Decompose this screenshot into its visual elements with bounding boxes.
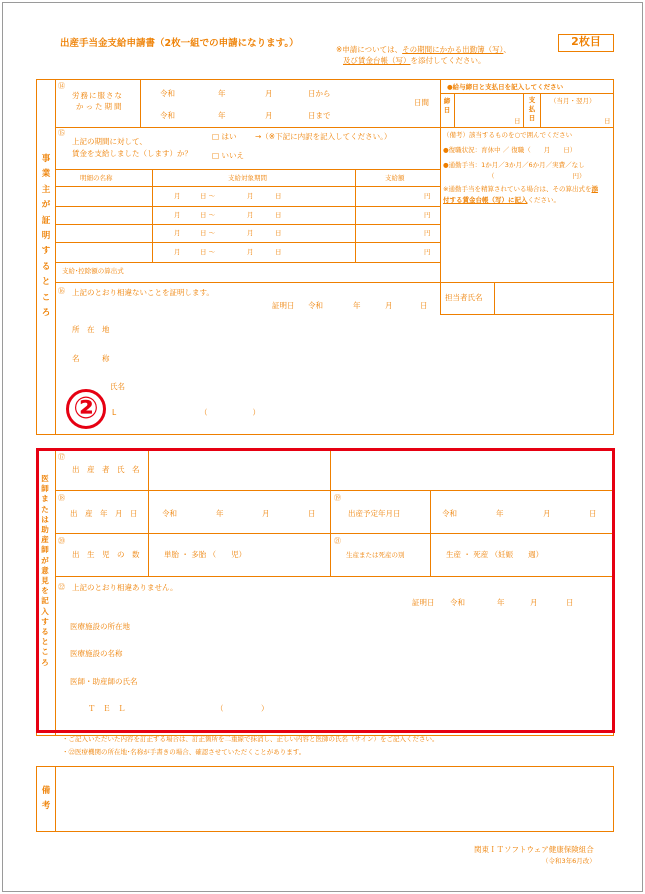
q14-label-line1: 労務に服さな (72, 91, 123, 100)
no-checkbox[interactable]: □ いいえ (212, 151, 244, 160)
highlight-frame (36, 448, 615, 733)
return-to-work-status: ●復職状況：育休中 ／ 復職（ 月 日） (443, 146, 577, 154)
mother-name-label: 出 産 者 氏 名 (72, 465, 140, 474)
formula-label: 支給･控除額の算出式 (62, 267, 124, 275)
sheet-number-tag: 2枚目 (558, 34, 614, 52)
col-amount: 支給額 (385, 174, 405, 182)
q15-line1: 上記の期間に対して、 (72, 137, 147, 146)
commute-note: ※通勤手当を精算されている場合は、その算出式を添 (443, 185, 598, 193)
day-to: 日まで (308, 111, 331, 120)
pay-day-label: 支払日 (528, 96, 536, 122)
q16-text: 上記のとおり相違ないことを証明します。 (72, 288, 214, 297)
organization-name: 関東ＩＴソフトウェア健康保険組合 (474, 845, 594, 854)
medical-side-label: 医師または助産師が意見を記入するところ (41, 474, 49, 667)
form-page: 出産手当金支給申請書（2枚一組での申請になります。） ※申請については、その期間にかかる出勤簿（写）、 及び賃金台帳（写）を添付してください。 2枚目 事業主が証明するところ ⑭ 労務に服さな かった期間 令和 年 月 日から 令和 年 月 日まで 日間 ●給与締日と支払日を記入してください 締日 日 支払日 （当月・翌月） 日 ⑮ 上記の期間に対して、 賃金を支給しました（します）か？ □ はい →（※下記に内訳を記入してください。） □ いいえ （備考）該当するものを○で囲んでください ●復職状況：育休中 ／ 復職（ 月 日） ●通勤手当：1か月／3か月／6か月／実費／なし （ 円） ※通勤手当を精算されている場合は、その算出式を添 付する賃金台帳（写）に記入ください。 明細の名称 支給対象期間 支給額 月 日 ～ 月 日 円 月 日 ～ 月 日 円 月 日 ～ 月 日 円 月 日 ～ 月 日 円 支給･控除額の算出式 ⑯ 上記のとおり相違ないことを証明します。 担当者氏名 証明日 令和 年 月 日 所 在 地 名 称 氏名 L （ ） ② 医師または助産師が意見を記入するところ ⑰ 出 産 者 氏 名 ⑱ 出 産 年 月 日 令和 年 月 日 ⑲ 出産予定年月日 令和 年 月 日 ⑳ 出 生 児 の 数 単胎 ・ 多胎 （ 児） ㉑ 生産または死産の別 生産 ・ 死産 （妊娠 週） ㉒ 上記のとおり相違ありません。 証明日 令和 年 月 日 医療施設の所在地 医療施設の名称 医師・助産師の氏名 Ｔ Ｅ Ｌ （ ） ・ご記入いただいた内容を訂正する場合は、訂正箇所を二重線で抹消し、正しい内容と医師の氏名（サイン）をご記入ください。 ・㉒医療機関の所在地･名称が手書きの場合、確認させていただくことがあります。 備考 関東ＩＴソフトウェア健康保険組合 （令和3年6月改） (0, 0, 645, 894)
q15-line2: 賃金を支給しました（します）か？ (72, 149, 192, 158)
pay-day-heading: ●給与締日と支払日を記入してください (447, 83, 564, 91)
footnote-1: ・ご記入いただいた内容を訂正する場合は、訂正箇所を二重線で抹消し、正しい内容と医師の氏名（サイン）をご記入ください。 (62, 735, 439, 743)
col-period: 支給対象期間 (228, 174, 267, 182)
pay-month-option: （当月・翌月） (550, 97, 596, 105)
day-from: 日から (308, 89, 331, 98)
birth-date-label: 出 産 年 月 日 (70, 509, 138, 518)
children-count-value: 単胎 ・ 多胎 （ 児） (164, 550, 247, 559)
remarks-box[interactable] (36, 766, 614, 832)
footnote-2: ・㉒医療機関の所在地･名称が手書きの場合、確認させていただくことがあります。 (62, 748, 306, 756)
stillbirth-label: 生産または死産の別 (346, 551, 405, 559)
q22-text: 上記のとおり相違ありません。 (72, 583, 178, 592)
attachment-note-line1: ※申請については、その期間にかかる出勤簿（写）、 (336, 45, 511, 54)
medical-tel-label: Ｔ Ｅ Ｌ (88, 704, 126, 713)
employer-name: 名 称 (72, 354, 110, 363)
q14-label-line2: かった期間 (76, 102, 124, 111)
commute-allowance: ●通勤手当：1か月／3か月／6か月／実費／なし (443, 161, 585, 169)
revision-date: （令和3年6月改） (542, 857, 596, 865)
form-title: 出産手当金支給申請書（2枚一組での申請になります。） (60, 38, 299, 49)
attachment-note-line2: 及び賃金台帳（写）を添付してください。 (343, 56, 486, 65)
medical-cert-date: 証明日 (412, 598, 435, 607)
staff-name-label: 担当者氏名 (445, 293, 483, 302)
remarks-heading: （備考）該当するものを○で囲んでください (443, 131, 573, 139)
col-item-name: 明細の名称 (80, 174, 113, 182)
employer-tel: L (112, 408, 117, 417)
children-count-label: 出 生 児 の 数 (72, 550, 140, 559)
yes-checkbox[interactable]: □ はい (212, 132, 237, 141)
stillbirth-value: 生産 ・ 死産 （妊娠 週） (446, 550, 544, 559)
days-count: 日間 (414, 98, 429, 107)
employer-cert-date: 証明日 (272, 301, 295, 310)
doctor-name-label: 医師・助産師の氏名 (70, 677, 138, 686)
remarks-label: 備考 (41, 786, 51, 812)
representative-name: 氏名 (110, 382, 125, 391)
employer-side-label: 事業主が証明するところ (41, 154, 51, 319)
facility-address-label: 医療施設の所在地 (70, 622, 130, 631)
close-day-label: 締日 (443, 97, 451, 114)
facility-name-label: 医療施設の名称 (70, 649, 123, 658)
employer-address: 所 在 地 (72, 325, 110, 334)
due-date-label: 出産予定年月日 (348, 509, 401, 518)
section-marker-2: ② (66, 389, 106, 429)
yes-note: →（※下記に内訳を記入してください。） (255, 132, 392, 141)
